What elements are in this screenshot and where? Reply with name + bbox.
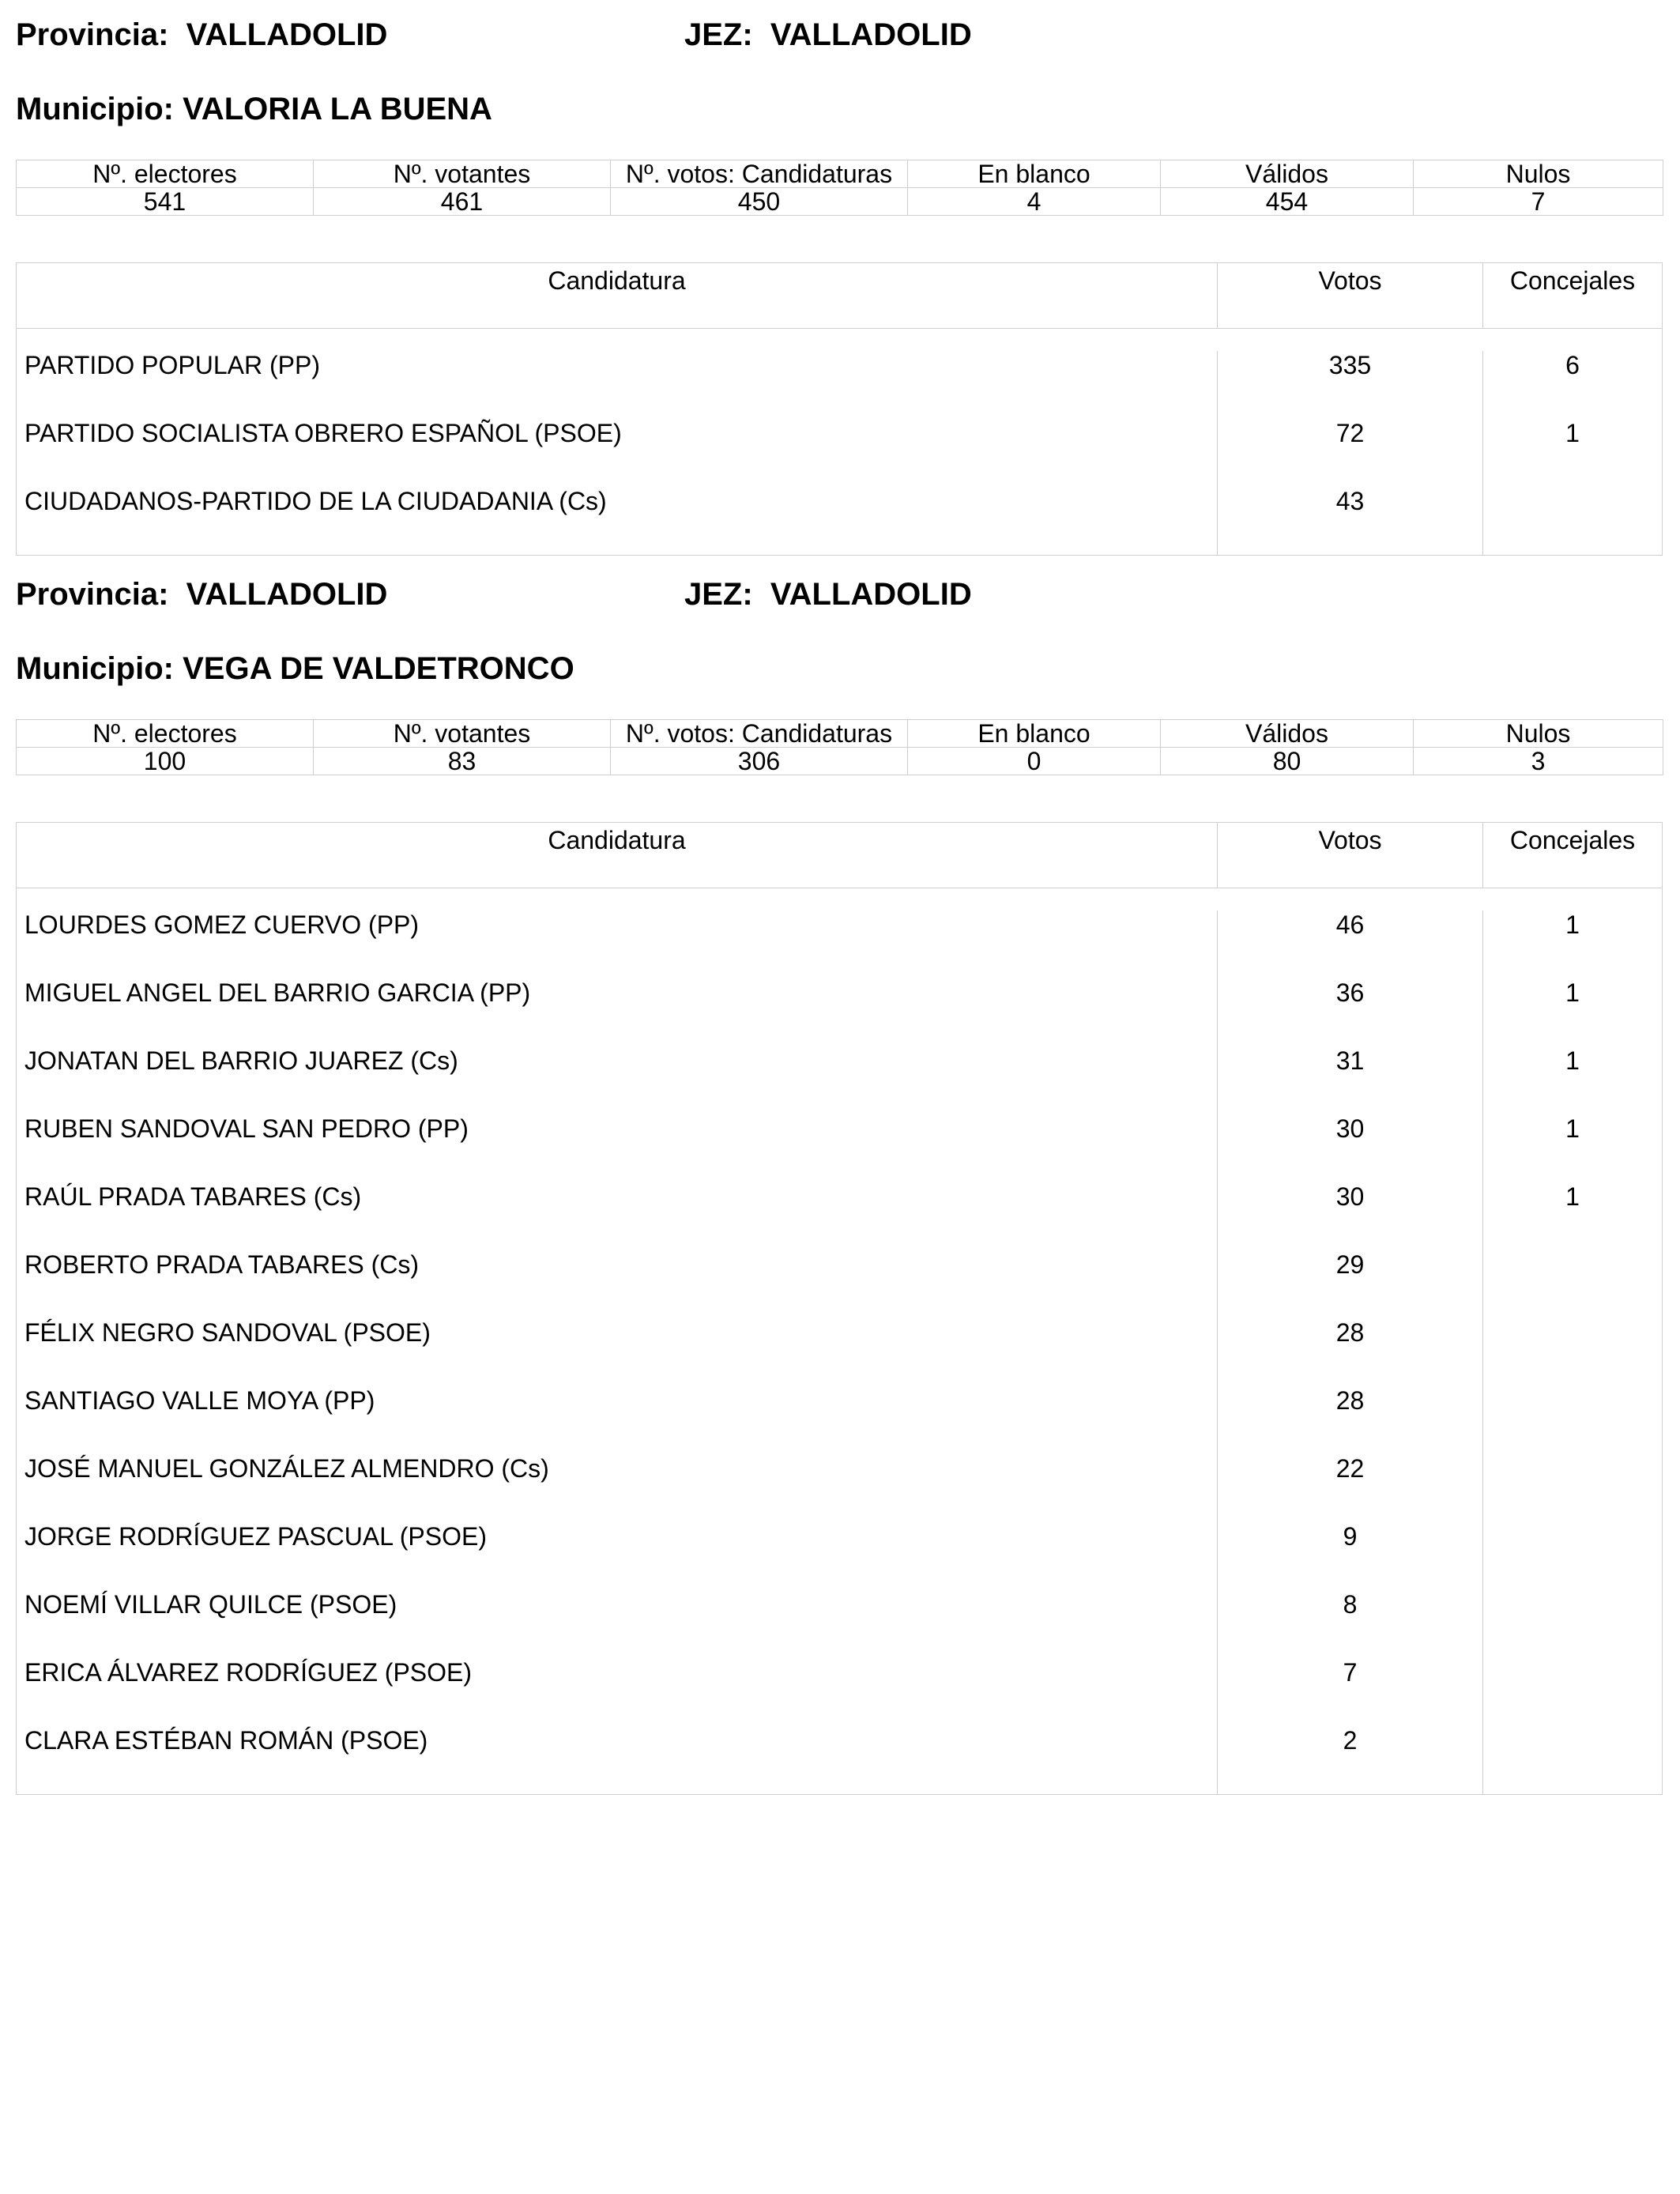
candidate-concejales: 1 bbox=[1565, 978, 1580, 1007]
summary-header-cell: Nº. votos: Candidaturas bbox=[611, 720, 908, 748]
jez-heading bbox=[684, 575, 972, 613]
candidate-votes: 43 bbox=[1218, 487, 1483, 555]
summary-value-cell: 0 bbox=[908, 748, 1161, 775]
summary-table bbox=[16, 160, 1663, 216]
candidate-row bbox=[17, 1658, 1662, 1726]
candidate-name: ERICA ÁLVAREZ RODRÍGUEZ (PSOE) bbox=[17, 1658, 1218, 1726]
candidate-row bbox=[17, 1522, 1662, 1590]
summary-header-cell: Nulos bbox=[1414, 160, 1663, 188]
provincia-label: Provincia: bbox=[16, 17, 169, 52]
candidate-votes: 335 bbox=[1218, 351, 1483, 419]
candidate-row bbox=[17, 351, 1662, 419]
municipio-heading bbox=[16, 650, 574, 688]
municipio-label: Municipio: bbox=[16, 651, 174, 686]
candidate-concejales bbox=[1483, 1318, 1662, 1386]
candidate-row bbox=[17, 1318, 1662, 1386]
candidate-name: PARTIDO SOCIALISTA OBRERO ESPAÑOL (PSOE) bbox=[17, 419, 1218, 487]
jez-label: JEZ: bbox=[684, 17, 753, 52]
candidate-name: MIGUEL ANGEL DEL BARRIO GARCIA (PP) bbox=[17, 978, 1218, 1046]
candidates-table bbox=[16, 822, 1663, 1795]
jez-heading bbox=[684, 16, 972, 54]
provincia-heading bbox=[16, 16, 387, 54]
candidate-row bbox=[17, 1454, 1662, 1522]
candidatura-header: Candidatura bbox=[17, 823, 1218, 888]
candidate-name: SANTIAGO VALLE MOYA (PP) bbox=[17, 1386, 1218, 1454]
candidate-concejales: 1 bbox=[1565, 1182, 1580, 1211]
candidate-concejales bbox=[1483, 1590, 1662, 1658]
candidate-votes: 2 bbox=[1218, 1726, 1483, 1794]
candidates-header-row bbox=[17, 263, 1662, 329]
summary-value-row bbox=[17, 748, 1663, 775]
concejales-header: Concejales bbox=[1509, 826, 1636, 854]
candidate-concejales bbox=[1483, 487, 1662, 555]
candidate-name: RUBEN SANDOVAL SAN PEDRO (PP) bbox=[17, 1114, 1218, 1182]
candidate-concejales bbox=[1483, 1726, 1662, 1794]
summary-value-row bbox=[17, 188, 1663, 216]
candidatura-header: Candidatura bbox=[17, 263, 1218, 328]
summary-header-cell: Nulos bbox=[1414, 720, 1663, 748]
summary-header-cell: Nº. votantes bbox=[314, 720, 611, 748]
candidate-name: JOSÉ MANUEL GONZÁLEZ ALMENDRO (Cs) bbox=[17, 1454, 1218, 1522]
summary-value-cell: 306 bbox=[611, 748, 908, 775]
candidate-row bbox=[17, 1046, 1662, 1114]
candidate-votes: 28 bbox=[1218, 1318, 1483, 1386]
votos-header: Votos bbox=[1218, 823, 1483, 888]
candidate-row bbox=[17, 1590, 1662, 1658]
summary-table bbox=[16, 719, 1663, 775]
candidates-body bbox=[17, 888, 1662, 1794]
candidate-votes: 46 bbox=[1218, 910, 1483, 978]
summary-header-cell: En blanco bbox=[908, 720, 1161, 748]
summary-header-row bbox=[17, 160, 1663, 188]
candidates-table bbox=[16, 262, 1663, 556]
summary-header-cell: Válidos bbox=[1161, 720, 1414, 748]
candidate-concejales bbox=[1483, 1454, 1662, 1522]
candidate-row bbox=[17, 1386, 1662, 1454]
municipio-heading bbox=[16, 90, 492, 128]
provincia-value: VALLADOLID bbox=[186, 577, 388, 612]
candidate-votes: 22 bbox=[1218, 1454, 1483, 1522]
municipio-value: VALORIA LA BUENA bbox=[183, 92, 492, 126]
candidate-votes: 9 bbox=[1218, 1522, 1483, 1590]
candidate-row bbox=[17, 487, 1662, 555]
candidate-votes: 72 bbox=[1218, 419, 1483, 487]
candidate-row bbox=[17, 1726, 1662, 1794]
candidates-body bbox=[17, 329, 1662, 555]
summary-header-cell: Nº. votos: Candidaturas bbox=[611, 160, 908, 188]
candidate-votes: 29 bbox=[1218, 1250, 1483, 1318]
candidate-name: PARTIDO POPULAR (PP) bbox=[17, 351, 1218, 419]
candidate-votes: 28 bbox=[1218, 1386, 1483, 1454]
summary-header-row bbox=[17, 720, 1663, 748]
candidate-name: JORGE RODRÍGUEZ PASCUAL (PSOE) bbox=[17, 1522, 1218, 1590]
candidate-concejales: 1 bbox=[1565, 1046, 1580, 1075]
provincia-value: VALLADOLID bbox=[186, 17, 388, 52]
candidate-name: JONATAN DEL BARRIO JUAREZ (Cs) bbox=[17, 1046, 1218, 1114]
provincia-heading bbox=[16, 575, 387, 613]
candidate-row bbox=[17, 910, 1662, 978]
candidate-concejales: 6 bbox=[1565, 351, 1580, 379]
candidate-concejales: 1 bbox=[1565, 1114, 1580, 1143]
summary-header-cell: En blanco bbox=[908, 160, 1161, 188]
votos-header: Votos bbox=[1218, 263, 1483, 328]
summary-value-cell: 541 bbox=[17, 188, 314, 216]
summary-value-cell: 450 bbox=[611, 188, 908, 216]
candidate-name: ROBERTO PRADA TABARES (Cs) bbox=[17, 1250, 1218, 1318]
candidate-concejales bbox=[1483, 1658, 1662, 1726]
summary-header-cell: Nº. electores bbox=[17, 720, 314, 748]
summary-value-cell: 7 bbox=[1414, 188, 1663, 216]
summary-value-cell: 4 bbox=[908, 188, 1161, 216]
summary-header-cell: Válidos bbox=[1161, 160, 1414, 188]
municipio-value: VEGA DE VALDETRONCO bbox=[183, 651, 574, 686]
summary-header-cell: Nº. votantes bbox=[314, 160, 611, 188]
jez-value: VALLADOLID bbox=[770, 577, 972, 612]
municipio-label: Municipio: bbox=[16, 92, 174, 126]
candidate-name: FÉLIX NEGRO SANDOVAL (PSOE) bbox=[17, 1318, 1218, 1386]
summary-value-cell: 3 bbox=[1414, 748, 1663, 775]
candidate-name: NOEMÍ VILLAR QUILCE (PSOE) bbox=[17, 1590, 1218, 1658]
candidate-row bbox=[17, 419, 1662, 487]
summary-value-cell: 83 bbox=[314, 748, 611, 775]
candidate-concejales bbox=[1483, 1250, 1662, 1318]
candidate-name: RAÚL PRADA TABARES (Cs) bbox=[17, 1182, 1218, 1250]
candidate-row bbox=[17, 1182, 1662, 1250]
candidate-concejales: 1 bbox=[1565, 419, 1580, 447]
candidate-concejales bbox=[1483, 1522, 1662, 1590]
candidate-name: CLARA ESTÉBAN ROMÁN (PSOE) bbox=[17, 1726, 1218, 1794]
candidate-row bbox=[17, 1114, 1662, 1182]
candidate-votes: 30 bbox=[1218, 1114, 1483, 1182]
candidate-row bbox=[17, 978, 1662, 1046]
candidate-concejales: 1 bbox=[1565, 910, 1580, 939]
jez-label: JEZ: bbox=[684, 577, 753, 612]
candidate-row bbox=[17, 1250, 1662, 1318]
summary-value-cell: 100 bbox=[17, 748, 314, 775]
candidates-header-row bbox=[17, 823, 1662, 888]
summary-value-cell: 80 bbox=[1161, 748, 1414, 775]
candidate-votes: 7 bbox=[1218, 1658, 1483, 1726]
candidate-votes: 36 bbox=[1218, 978, 1483, 1046]
summary-value-cell: 461 bbox=[314, 188, 611, 216]
candidate-votes: 30 bbox=[1218, 1182, 1483, 1250]
summary-header-cell: Nº. electores bbox=[17, 160, 314, 188]
jez-value: VALLADOLID bbox=[770, 17, 972, 52]
concejales-header: Concejales bbox=[1509, 266, 1636, 295]
candidate-votes: 8 bbox=[1218, 1590, 1483, 1658]
candidate-concejales bbox=[1483, 1386, 1662, 1454]
summary-value-cell: 454 bbox=[1161, 188, 1414, 216]
candidate-votes: 31 bbox=[1218, 1046, 1483, 1114]
candidate-name: LOURDES GOMEZ CUERVO (PP) bbox=[17, 910, 1218, 978]
candidate-name: CIUDADANOS-PARTIDO DE LA CIUDADANIA (Cs) bbox=[17, 487, 1218, 555]
provincia-label: Provincia: bbox=[16, 577, 169, 612]
